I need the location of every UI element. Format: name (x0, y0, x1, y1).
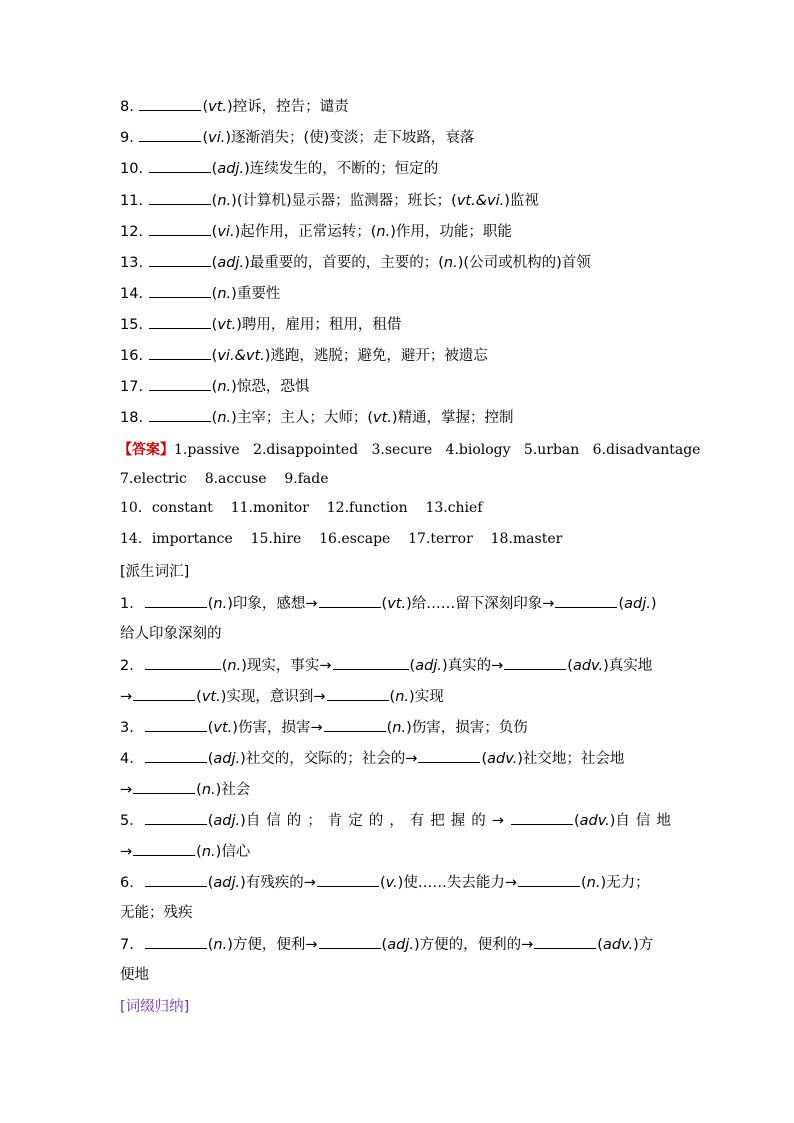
part-of-speech: n. (217, 286, 232, 302)
meaning-text: 作用，功能；职能 (395, 224, 512, 240)
item-number: 5． (120, 813, 144, 829)
item-number: 11. (120, 193, 144, 209)
meaning-text: 自信的；肯定的，有把握的→ (245, 813, 510, 829)
meaning-text: 起作用，正常运转； (240, 224, 371, 240)
part-of-speech: vi. (208, 130, 226, 146)
answer-blank[interactable] (133, 779, 195, 794)
answer-blank[interactable] (511, 810, 573, 825)
answer-blank[interactable] (534, 934, 596, 949)
answer-word: 17.terror (408, 531, 473, 547)
derived-item-6-cont (120, 903, 676, 923)
answer-blank[interactable] (149, 345, 211, 360)
item-number: 14. (120, 286, 144, 302)
derived-item-7: 7． (n.)方便，便利→ (adj.)方便的，便利的→ (adv.)方 (120, 934, 676, 955)
answer-word: 14．importance (120, 531, 233, 547)
meaning-text: 无能；残疾 (120, 905, 193, 921)
answer-blank[interactable] (149, 376, 211, 391)
item-number: 18. (120, 410, 144, 426)
meaning-text: 方便的，便利的→ (419, 937, 534, 953)
arrow-icon: → (120, 689, 133, 705)
answer-tag: 【答案】 (118, 442, 174, 458)
meaning-text: 便地 (120, 967, 149, 983)
meaning-text: 信心 (221, 844, 251, 860)
part-of-speech: n. (213, 937, 228, 953)
answer-blank[interactable] (145, 872, 207, 887)
answer-word: 1.passive (174, 442, 240, 458)
vocab-item-13: 13. (adj.)最重要的，首要的，主要的；(n.)(公司或机构的)首领 (120, 252, 676, 273)
answer-blank[interactable] (319, 593, 381, 608)
meaning-text: 自信地 (615, 813, 677, 829)
part-of-speech: adj. (213, 813, 241, 829)
meaning-text: 印象，感想→ (232, 596, 318, 612)
part-of-speech: n. (217, 410, 232, 426)
part-of-speech: adj. (213, 751, 241, 767)
answer-row-3 (120, 498, 676, 518)
item-number: 13. (120, 255, 144, 271)
meaning-text: 逐渐消失；(使)变淡；走下坡路，衰落 (231, 130, 475, 146)
answer-word: 7.electric (120, 471, 187, 487)
answer-blank[interactable] (149, 314, 211, 329)
answer-blank[interactable] (333, 655, 409, 670)
derived-item-4-cont: → (n.)社会 (120, 779, 676, 800)
answer-word: 3.secure (371, 442, 433, 458)
answer-blank[interactable] (145, 593, 207, 608)
derived-item-3: 3． (vt.)伤害，损害→ (n.)伤害，损害；负伤 (120, 717, 676, 738)
vocab-item-18: 18. (n.)主宰；主人；大师；(vt.)精通，掌握；控制 (120, 407, 676, 428)
derived-item-2: 2． (n.)现实，事实→ (adj.)真实的→ (adv.)真实地 (120, 655, 676, 676)
part-of-speech: adj. (217, 161, 245, 177)
vocab-item-12: 12. (vi.)起作用，正常运转；(n.)作用，功能；职能 (120, 221, 676, 242)
answer-blank[interactable] (145, 810, 207, 825)
meaning-text: 主宰；主人；大师； (236, 410, 368, 426)
answer-blank[interactable] (327, 686, 389, 701)
meaning-text: 实现 (414, 689, 444, 705)
item-number: 7． (120, 937, 144, 953)
part-of-speech: n. (392, 720, 407, 736)
part-of-speech: adv. (579, 813, 610, 829)
part-of-speech: n. (395, 689, 410, 705)
part-of-speech: vt.&vi. (456, 193, 505, 209)
part-of-speech: vi. (217, 224, 235, 240)
answer-blank[interactable] (418, 748, 480, 763)
item-number: 1． (120, 596, 144, 612)
arrow-icon: → (120, 844, 133, 860)
answer-blank[interactable] (317, 872, 379, 887)
item-number: 17. (120, 379, 144, 395)
item-number: 9. (120, 130, 134, 146)
answer-row-4 (120, 529, 676, 549)
part-of-speech: n. (201, 844, 216, 860)
part-of-speech: n. (443, 255, 458, 271)
answer-blank[interactable] (133, 841, 195, 856)
meaning-text: 现实，事实→ (246, 658, 332, 674)
answer-row-1 (118, 440, 701, 460)
vocab-item-8: 8. (vt.)控诉，控告；谴责 (120, 96, 676, 117)
item-number: 10. (120, 161, 144, 177)
vocab-item-9: 9. (vi.)逐渐消失；(使)变淡；走下坡路，衰落 (120, 127, 676, 148)
part-of-speech: n. (586, 875, 601, 891)
part-of-speech: adv. (602, 937, 634, 953)
vocab-item-10: 10. (adj.)连续发生的，不断的；恒定的 (120, 158, 676, 179)
answer-blank[interactable] (149, 283, 211, 298)
answer-blank[interactable] (145, 934, 207, 949)
part-of-speech: vt. (208, 99, 228, 115)
answer-word: 4.biology (445, 442, 511, 458)
vocab-item-15: 15. (vt.)聘用，雇用；租用，租借 (120, 314, 676, 335)
answer-word: 18.master (490, 531, 563, 547)
part-of-speech: n. (213, 596, 228, 612)
meaning-text: 使……失去能力→ (403, 875, 517, 891)
meaning-text: 社交的，交际的；社会的→ (245, 751, 418, 767)
vocab-item-14: 14. (n.)重要性 (120, 283, 676, 304)
part-of-speech: vi.&vt. (217, 348, 265, 364)
answer-word: 12.function (326, 500, 408, 516)
answer-blank[interactable] (518, 872, 580, 887)
answer-word: 5.urban (523, 442, 580, 458)
part-of-speech: n. (217, 379, 232, 395)
derived-item-7-cont (120, 965, 676, 985)
derived-item-6: 6． (adj.)有残疾的→ (v.)使……失去能力→ (n.)无力； (120, 872, 676, 893)
part-of-speech: n. (227, 658, 242, 674)
item-number: 6． (120, 875, 144, 891)
derived-item-4: 4． (adj.)社交的，交际的；社会的→ (adv.)社交地；社会地 (120, 748, 676, 769)
meaning-text: 连续发生的，不断的；恒定的 (249, 161, 439, 177)
answer-word: 8.accuse (204, 471, 267, 487)
affix-summary-heading: [词缀归纳] (120, 999, 190, 1015)
meaning-text: 有残疾的→ (245, 875, 316, 891)
meaning-text: 给人印象深刻的 (120, 626, 222, 642)
part-of-speech: vt. (387, 596, 407, 612)
meaning-text: 无力； (606, 875, 650, 891)
answer-word: 10．constant (120, 500, 213, 516)
meaning-text: 重要性 (236, 286, 281, 302)
part-of-speech: v. (385, 875, 398, 891)
answer-word: 9.fade (284, 471, 329, 487)
item-number: 12. (120, 224, 144, 240)
answer-blank[interactable] (145, 717, 207, 732)
meaning-text: 逃跑，逃脱；避免，避开；被遗忘 (270, 348, 488, 364)
answer-word: 13.chief (425, 500, 483, 516)
answer-blank[interactable] (149, 252, 211, 267)
answer-word: 2.disappointed (253, 442, 359, 458)
answer-blank[interactable] (319, 934, 381, 949)
meaning-text: 方便，便利→ (232, 937, 318, 953)
answer-blank[interactable] (149, 190, 211, 205)
answer-blank[interactable] (324, 717, 386, 732)
answer-blank[interactable] (149, 407, 211, 422)
part-of-speech: adv. (487, 751, 518, 767)
answer-word: 11.monitor (230, 500, 309, 516)
meaning-text: 方 (638, 937, 654, 953)
meaning-text: 聘用，雇用；租用，租借 (241, 317, 402, 333)
answer-blank[interactable] (145, 748, 207, 763)
part-of-speech: adj. (213, 875, 241, 891)
meaning-text: 真实的→ (447, 658, 504, 674)
vocab-item-17: 17. (n.)惊恐，恐惧 (120, 376, 676, 397)
part-of-speech: n. (376, 224, 391, 240)
answer-blank[interactable] (133, 686, 195, 701)
part-of-speech: vt. (373, 410, 392, 426)
part-of-speech: vt. (213, 720, 233, 736)
derived-vocab-heading: [派生词汇] (120, 564, 190, 580)
item-number: 2． (120, 658, 144, 674)
answer-word: 16.escape (319, 531, 391, 547)
derived-item-1: 1． (n.)印象，感想→ (vt.)给……留下深刻印象→ (adj.) (120, 593, 676, 614)
part-of-speech: n. (217, 193, 232, 209)
meaning-text: 社会 (221, 782, 251, 798)
answer-blank[interactable] (555, 593, 617, 608)
part-of-speech: adv. (572, 658, 604, 674)
meaning-text: (公司或机构的)首领 (463, 255, 591, 271)
part-of-speech: adj. (624, 596, 651, 612)
derived-item-2-cont: → (vt.)实现，意识到→ (n.)实现 (120, 686, 676, 707)
answer-row-2 (120, 469, 676, 489)
answer-word: 15.hire (250, 531, 302, 547)
meaning-text: 最重要的，首要的，主要的； (249, 255, 439, 271)
item-number: 16. (120, 348, 144, 364)
meaning-text: 真实地 (608, 658, 653, 674)
vocab-item-16: 16. (vi.&vt.)逃跑，逃脱；避免，避开；被遗忘 (120, 345, 676, 366)
derived-item-5: 5． (adj.)自信的；肯定的，有把握的→ (adv.)自信地 (120, 810, 676, 831)
meaning-text: 监视 (509, 193, 539, 209)
item-number: 8. (120, 99, 134, 115)
answer-blank[interactable] (139, 127, 201, 142)
meaning-text: 伤害，损害；负伤 (411, 720, 528, 736)
part-of-speech: adj. (387, 937, 414, 953)
meaning-text: (计算机)显示器；监测器；班长； (236, 193, 452, 209)
answer-word: 6.disadvantage (592, 442, 701, 458)
derived-item-5-cont: → (n.)信心 (120, 841, 676, 862)
part-of-speech: vt. (217, 317, 237, 333)
part-of-speech: n. (201, 782, 216, 798)
part-of-speech: vt. (201, 689, 221, 705)
derived-item-1-cont (120, 624, 676, 644)
meaning-text: 实现，意识到→ (226, 689, 326, 705)
answer-blank[interactable] (149, 158, 211, 173)
answer-blank[interactable] (139, 96, 201, 111)
meaning-text: 精通，掌握；控制 (397, 410, 514, 426)
meaning-text: 伤害，损害→ (237, 720, 323, 736)
item-number: 15. (120, 317, 144, 333)
meaning-text: 惊恐，恐惧 (236, 379, 310, 395)
answer-blank[interactable] (504, 655, 566, 670)
item-number: 3． (120, 720, 144, 736)
arrow-icon: → (120, 782, 133, 798)
item-number: 4． (120, 751, 144, 767)
part-of-speech: adj. (415, 658, 442, 674)
vocab-item-11: 11. (n.)(计算机)显示器；监测器；班长；(vt.&vi.)监视 (120, 190, 676, 211)
answer-blank[interactable] (145, 655, 221, 670)
meaning-text: 给……留下深刻印象→ (411, 596, 555, 612)
meaning-text: 控诉，控告；谴责 (232, 99, 349, 115)
part-of-speech: adj. (217, 255, 245, 271)
meaning-text: 社交地；社会地 (522, 751, 625, 767)
answer-blank[interactable] (149, 221, 211, 236)
